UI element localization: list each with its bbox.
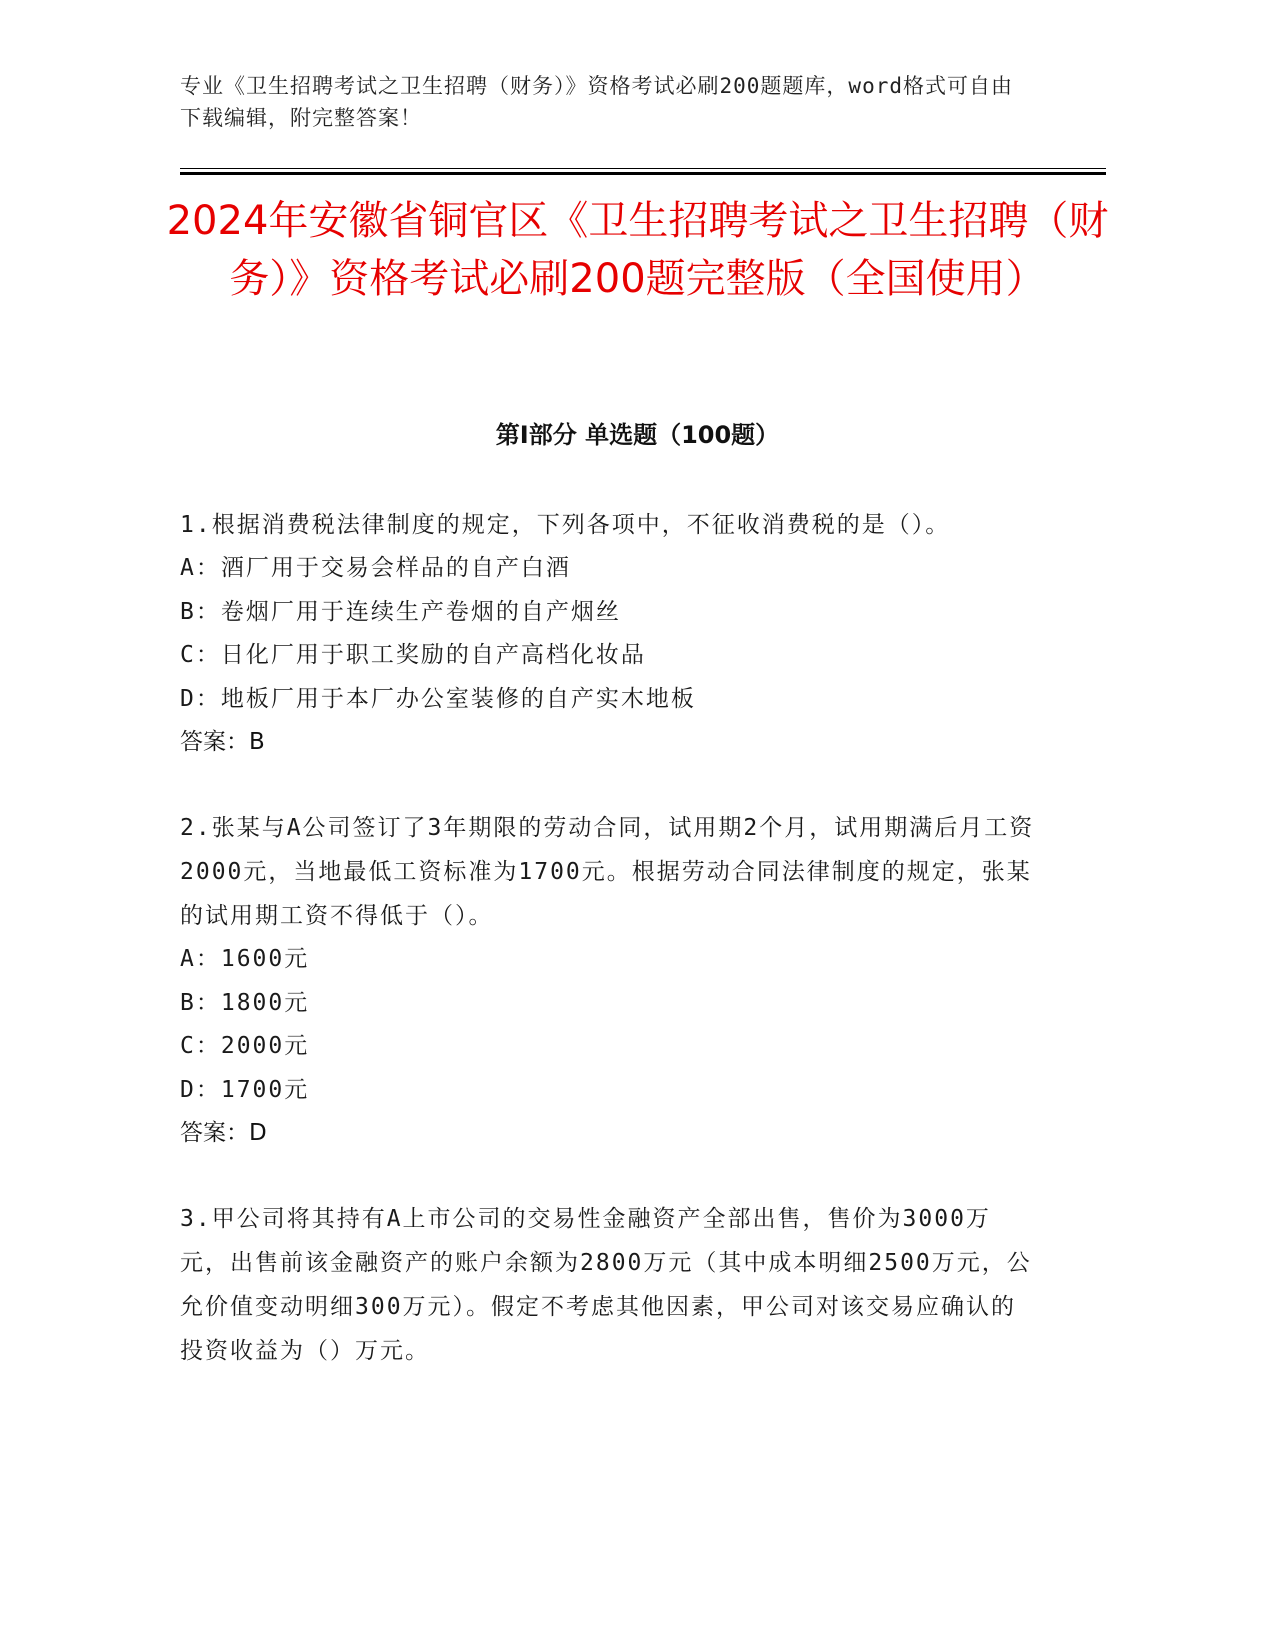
- question-option-b: B：卷烟厂用于连续生产卷烟的自产烟丝: [180, 598, 621, 625]
- question-option-c: C：2000元: [180, 1033, 310, 1059]
- section-title: 第Ⅰ部分 单选题（100题）: [495, 421, 780, 449]
- header-note: 专业《卫生招聘考试之卫生招聘（财务）》资格考试必刷200题题库，word格式可自由下载编辑，附完整答案！: [180, 74, 1013, 130]
- question-answer: 答案：D: [180, 1120, 267, 1146]
- question-1: [180, 503, 1040, 764]
- document-title: 2024年安徽省铜官区《卫生招聘考试之卫生招聘（财务）》资格考试必刷200题完整版（全国使用）: [166, 198, 1109, 302]
- header-rule-thick: [180, 172, 1106, 175]
- question-option-d: D：地板厂用于本厂办公室装修的自产实木地板: [180, 685, 696, 712]
- question-list: [180, 503, 1040, 1415]
- question-option-a: A：1600元: [180, 946, 310, 972]
- question-option-a: A：酒厂用于交易会样品的自产白酒: [180, 555, 571, 581]
- question-option-d: D：1700元: [180, 1076, 310, 1103]
- question-option-c: C：日化厂用于职工奖励的自产高档化妆品: [180, 642, 646, 668]
- question-stem: 1.根据消费税法律制度的规定，下列各项中，不征收消费税的是（）。: [180, 512, 951, 538]
- question-stem: 2.张某与A公司签订了3年期限的劳动合同，试用期2个月，试用期满后月工资2000元，当地最低工资标准为1700元。根据劳动合同法律制度的规定，张某的试用期工资不得低于（）。: [180, 815, 1035, 929]
- question-2: [180, 806, 1040, 1155]
- question-answer: 答案：B: [180, 729, 265, 755]
- header-rule-thin: [180, 168, 1106, 169]
- question-stem: 3.甲公司将其持有A上市公司的交易性金融资产全部出售，售价为3000万元，出售前该金融资产的账户余额为2800万元（其中成本明细2500万元，公允价值变动明细300万元）。假定不考虑其他因素，甲公司对该交易应确认的投资收益为（）万元。: [180, 1206, 1032, 1364]
- question-3: [180, 1197, 1040, 1373]
- question-option-b: B：1800元: [180, 989, 310, 1016]
